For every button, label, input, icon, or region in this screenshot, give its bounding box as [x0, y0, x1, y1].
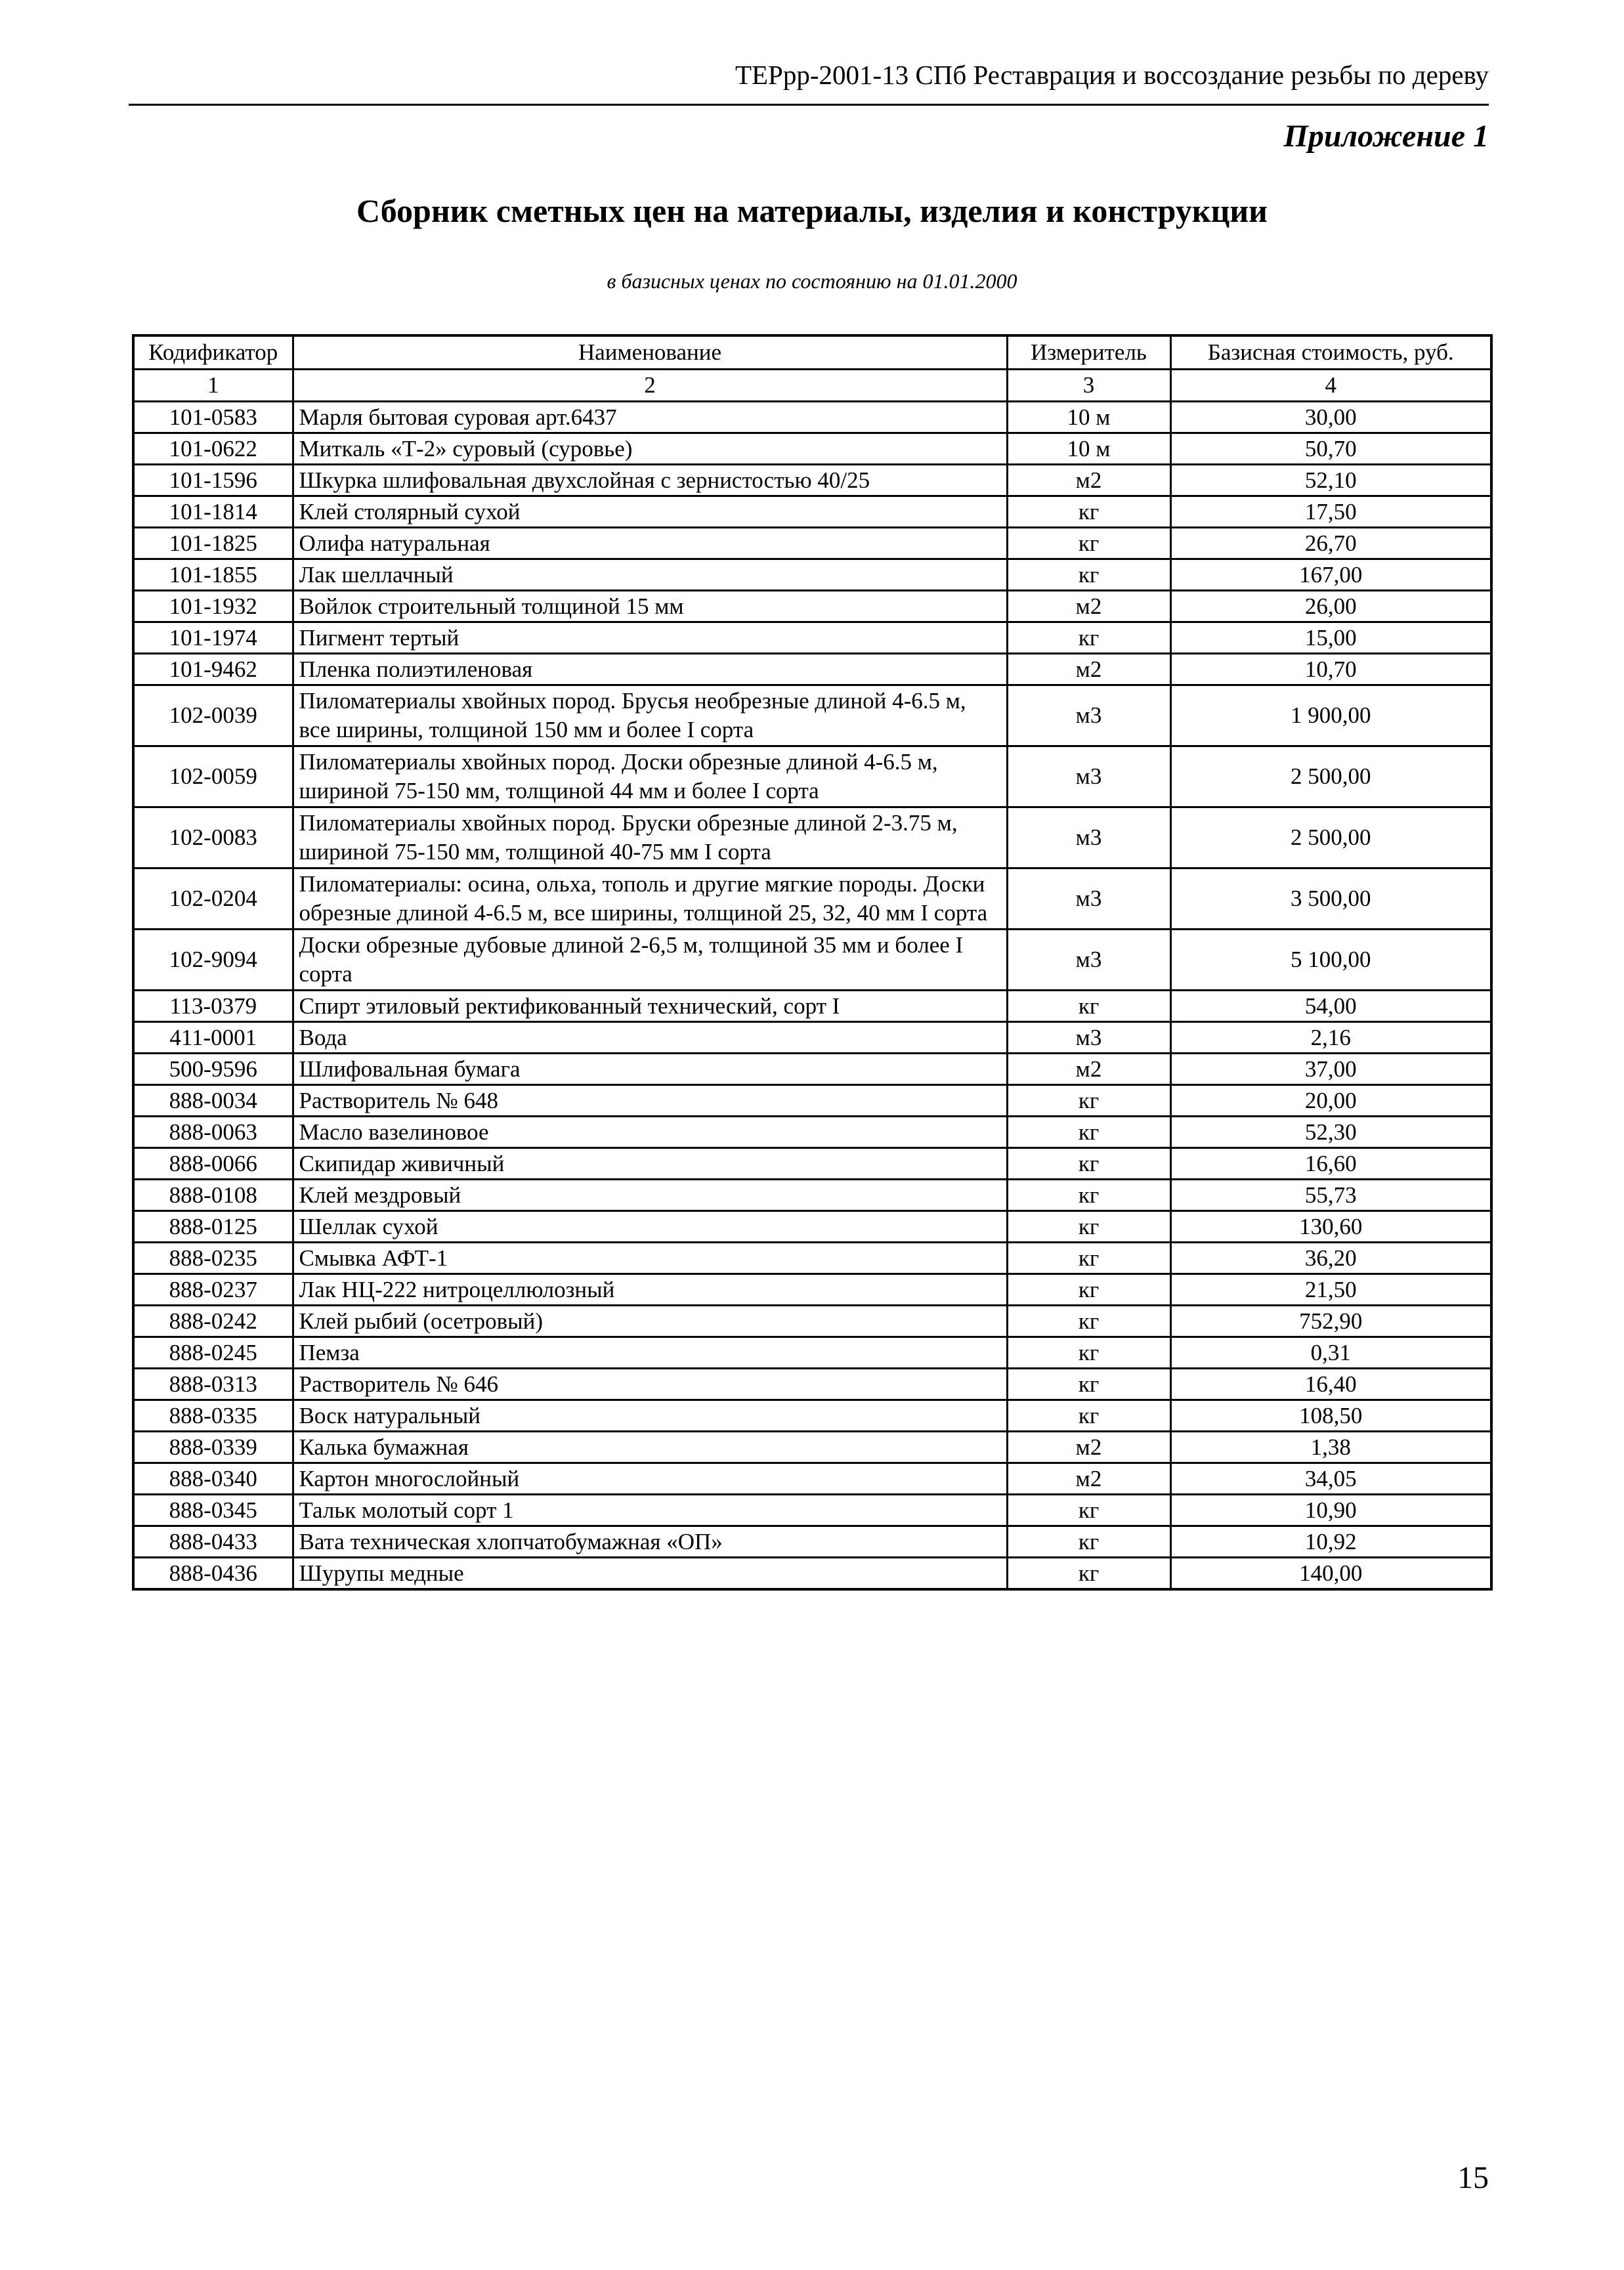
- cell-price: 36,20: [1170, 1243, 1491, 1274]
- cell-unit: м2: [1007, 465, 1170, 496]
- cell-price: 17,50: [1170, 496, 1491, 528]
- table-row: [133, 1495, 1491, 1526]
- cell-unit: кг: [1007, 1306, 1170, 1337]
- cell-price: 26,70: [1170, 528, 1491, 559]
- cell-unit: кг: [1007, 1400, 1170, 1432]
- cell-price: 10,70: [1170, 654, 1491, 685]
- table-row: [133, 1369, 1491, 1400]
- cell-price: 752,90: [1170, 1306, 1491, 1337]
- cell-unit: м3: [1007, 1022, 1170, 1054]
- cell-name: Шлифовальная бумага: [293, 1054, 1007, 1085]
- cell-name: Пемза: [293, 1337, 1007, 1369]
- cell-name: Клей столярный сухой: [293, 496, 1007, 528]
- table-row: [133, 685, 1491, 746]
- cell-price: 3 500,00: [1170, 868, 1491, 930]
- table-row: [133, 1274, 1491, 1306]
- table-row: [133, 1022, 1491, 1054]
- cell-code: 888-0237: [133, 1274, 293, 1306]
- cell-unit: кг: [1007, 1369, 1170, 1400]
- cell-price: 16,40: [1170, 1369, 1491, 1400]
- cell-name: Пигмент тертый: [293, 622, 1007, 654]
- cell-unit: кг: [1007, 528, 1170, 559]
- cell-price: 167,00: [1170, 559, 1491, 591]
- cell-name: Пиломатериалы хвойных пород. Бруски обрезные длиной 2-3.75 м, шириной 75-150 мм, толщиной 40-75 мм I сорта: [293, 807, 1007, 868]
- cell-price: 52,30: [1170, 1117, 1491, 1148]
- cell-code: 888-0339: [133, 1432, 293, 1463]
- cell-unit: кг: [1007, 1526, 1170, 1558]
- cell-price: 1 900,00: [1170, 685, 1491, 746]
- table-row: [133, 1463, 1491, 1495]
- table-row: [133, 559, 1491, 591]
- cell-name: Пиломатериалы хвойных пород. Доски обрезные длиной 4-6.5 м, шириной 75-150 мм, толщиной 44 мм и более I сорта: [293, 746, 1007, 807]
- column-number: 2: [293, 370, 1007, 402]
- cell-name: Вода: [293, 1022, 1007, 1054]
- cell-price: 34,05: [1170, 1463, 1491, 1495]
- table-row: [133, 1243, 1491, 1274]
- cell-unit: м3: [1007, 807, 1170, 868]
- column-header-code: Кодификатор: [133, 335, 293, 370]
- table-row: [133, 591, 1491, 622]
- table-row: [133, 1400, 1491, 1432]
- table-row: [133, 991, 1491, 1022]
- cell-price: 2,16: [1170, 1022, 1491, 1054]
- cell-unit: 10 м: [1007, 402, 1170, 433]
- cell-code: 102-0059: [133, 746, 293, 807]
- cell-code: 102-9094: [133, 930, 293, 991]
- cell-code: 102-0039: [133, 685, 293, 746]
- table-row: [133, 402, 1491, 433]
- cell-unit: м2: [1007, 1463, 1170, 1495]
- cell-code: 888-0345: [133, 1495, 293, 1526]
- cell-name: Масло вазелиновое: [293, 1117, 1007, 1148]
- column-number: 3: [1007, 370, 1170, 402]
- cell-unit: кг: [1007, 1495, 1170, 1526]
- cell-unit: кг: [1007, 1117, 1170, 1148]
- cell-name: Шеллак сухой: [293, 1211, 1007, 1243]
- cell-code: 888-0433: [133, 1526, 293, 1558]
- cell-code: 888-0245: [133, 1337, 293, 1369]
- cell-name: Воск натуральный: [293, 1400, 1007, 1432]
- cell-unit: кг: [1007, 496, 1170, 528]
- cell-code: 101-9462: [133, 654, 293, 685]
- cell-unit: 10 м: [1007, 433, 1170, 465]
- cell-unit: кг: [1007, 1558, 1170, 1590]
- table-row: [133, 465, 1491, 496]
- running-title: ТЕРрр-2001-13 СПб Реставрация и воссоздание резьбы по дереву: [735, 60, 1489, 90]
- cell-name: Растворитель № 648: [293, 1085, 1007, 1117]
- cell-unit: кг: [1007, 1148, 1170, 1180]
- cell-code: 101-0622: [133, 433, 293, 465]
- table-header-row: [133, 335, 1491, 370]
- table-row: [133, 528, 1491, 559]
- table-row: [133, 1432, 1491, 1463]
- cell-price: 108,50: [1170, 1400, 1491, 1432]
- cell-price: 140,00: [1170, 1558, 1491, 1590]
- cell-name: Лак шеллачный: [293, 559, 1007, 591]
- cell-unit: м3: [1007, 868, 1170, 930]
- cell-price: 50,70: [1170, 433, 1491, 465]
- cell-price: 10,92: [1170, 1526, 1491, 1558]
- cell-code: 888-0063: [133, 1117, 293, 1148]
- cell-code: 888-0066: [133, 1148, 293, 1180]
- cell-price: 2 500,00: [1170, 807, 1491, 868]
- table-row: [133, 1054, 1491, 1085]
- cell-price: 30,00: [1170, 402, 1491, 433]
- cell-name: Пиломатериалы хвойных пород. Брусья необрезные длиной 4-6.5 м, все ширины, толщиной 150 мм и более I сорта: [293, 685, 1007, 746]
- cell-name: Шкурка шлифовальная двухслойная с зернистостью 40/25: [293, 465, 1007, 496]
- cell-unit: м3: [1007, 685, 1170, 746]
- cell-price: 54,00: [1170, 991, 1491, 1022]
- cell-price: 55,73: [1170, 1180, 1491, 1211]
- cell-name: Доски обрезные дубовые длиной 2-6,5 м, толщиной 35 мм и более I сорта: [293, 930, 1007, 991]
- cell-code: 113-0379: [133, 991, 293, 1022]
- cell-unit: м2: [1007, 654, 1170, 685]
- cell-name: Войлок строительный толщиной 15 мм: [293, 591, 1007, 622]
- cell-code: 101-0583: [133, 402, 293, 433]
- cell-price: 20,00: [1170, 1085, 1491, 1117]
- table-row: [133, 622, 1491, 654]
- page-number: 15: [1457, 2160, 1489, 2195]
- cell-code: 888-0235: [133, 1243, 293, 1274]
- cell-name: Скипидар живичный: [293, 1148, 1007, 1180]
- cell-name: Вата техническая хлопчатобумажная «ОП»: [293, 1526, 1007, 1558]
- cell-name: Лак НЦ-222 нитроцеллюлозный: [293, 1274, 1007, 1306]
- cell-name: Калька бумажная: [293, 1432, 1007, 1463]
- table-row: [133, 654, 1491, 685]
- cell-unit: кг: [1007, 991, 1170, 1022]
- cell-price: 26,00: [1170, 591, 1491, 622]
- cell-name: Марля бытовая суровая арт.6437: [293, 402, 1007, 433]
- cell-code: 101-1855: [133, 559, 293, 591]
- cell-unit: м2: [1007, 1432, 1170, 1463]
- table-row: [133, 1526, 1491, 1558]
- column-header-unit: Измеритель: [1007, 335, 1170, 370]
- column-number: 4: [1170, 370, 1491, 402]
- column-header-price: Базисная стоимость, руб.: [1170, 335, 1491, 370]
- table-row: [133, 807, 1491, 868]
- cell-code: 101-1932: [133, 591, 293, 622]
- cell-unit: м3: [1007, 746, 1170, 807]
- cell-code: 102-0204: [133, 868, 293, 930]
- cell-price: 130,60: [1170, 1211, 1491, 1243]
- cell-unit: кг: [1007, 1085, 1170, 1117]
- cell-code: 888-0313: [133, 1369, 293, 1400]
- table-row: [133, 1117, 1491, 1148]
- page-title: Сборник сметных цен на материалы, изделия и конструкции: [356, 192, 1268, 229]
- cell-code: 888-0034: [133, 1085, 293, 1117]
- cell-name: Растворитель № 646: [293, 1369, 1007, 1400]
- cell-code: 101-1814: [133, 496, 293, 528]
- table-row: [133, 1558, 1491, 1590]
- price-table: [132, 334, 1493, 1591]
- cell-price: 0,31: [1170, 1337, 1491, 1369]
- cell-unit: кг: [1007, 559, 1170, 591]
- cell-price: 10,90: [1170, 1495, 1491, 1526]
- table-row: [133, 1085, 1491, 1117]
- cell-name: Клей мездровый: [293, 1180, 1007, 1211]
- cell-price: 2 500,00: [1170, 746, 1491, 807]
- table-row: [133, 1148, 1491, 1180]
- cell-code: 500-9596: [133, 1054, 293, 1085]
- cell-name: Картон многослойный: [293, 1463, 1007, 1495]
- cell-code: 888-0436: [133, 1558, 293, 1590]
- cell-price: 5 100,00: [1170, 930, 1491, 991]
- table-row: [133, 1211, 1491, 1243]
- table-row: [133, 930, 1491, 991]
- cell-name: Спирт этиловый ректификованный технический, сорт I: [293, 991, 1007, 1022]
- cell-unit: кг: [1007, 1337, 1170, 1369]
- cell-code: 888-0125: [133, 1211, 293, 1243]
- cell-code: 101-1825: [133, 528, 293, 559]
- table-row: [133, 1337, 1491, 1369]
- cell-code: 102-0083: [133, 807, 293, 868]
- cell-unit: кг: [1007, 1243, 1170, 1274]
- cell-name: Смывка АФТ-1: [293, 1243, 1007, 1274]
- cell-unit: м3: [1007, 930, 1170, 991]
- cell-unit: м2: [1007, 1054, 1170, 1085]
- cell-code: 101-1974: [133, 622, 293, 654]
- cell-name: Клей рыбий (осетровый): [293, 1306, 1007, 1337]
- cell-name: Олифа натуральная: [293, 528, 1007, 559]
- table-row: [133, 1180, 1491, 1211]
- cell-code: 888-0340: [133, 1463, 293, 1495]
- cell-name: Тальк молотый сорт 1: [293, 1495, 1007, 1526]
- cell-price: 16,60: [1170, 1148, 1491, 1180]
- table-row: [133, 496, 1491, 528]
- cell-name: Пленка полиэтиленовая: [293, 654, 1007, 685]
- column-number-row: [133, 370, 1491, 402]
- table-row: [133, 433, 1491, 465]
- column-number: 1: [133, 370, 293, 402]
- cell-price: 21,50: [1170, 1274, 1491, 1306]
- page-subtitle: в базисных ценах по состоянию на 01.01.2000: [607, 269, 1017, 293]
- column-header-name: Наименование: [293, 335, 1007, 370]
- cell-unit: кг: [1007, 1274, 1170, 1306]
- cell-price: 1,38: [1170, 1432, 1491, 1463]
- running-header: [129, 46, 1489, 106]
- cell-code: 888-0242: [133, 1306, 293, 1337]
- cell-price: 52,10: [1170, 465, 1491, 496]
- cell-unit: кг: [1007, 622, 1170, 654]
- cell-price: 37,00: [1170, 1054, 1491, 1085]
- cell-code: 888-0335: [133, 1400, 293, 1432]
- table-row: [133, 868, 1491, 930]
- cell-unit: кг: [1007, 1180, 1170, 1211]
- cell-code: 101-1596: [133, 465, 293, 496]
- cell-name: Шурупы медные: [293, 1558, 1007, 1590]
- cell-name: Пиломатериалы: осина, ольха, тополь и другие мягкие породы. Доски обрезные длиной 4-6.5 м, все ширины, толщиной 25, 32, 40 мм I сорта: [293, 868, 1007, 930]
- table-row: [133, 746, 1491, 807]
- cell-code: 888-0108: [133, 1180, 293, 1211]
- cell-unit: кг: [1007, 1211, 1170, 1243]
- table-row: [133, 1306, 1491, 1337]
- cell-price: 15,00: [1170, 622, 1491, 654]
- cell-code: 411-0001: [133, 1022, 293, 1054]
- appendix-label: Приложение 1: [1283, 119, 1489, 154]
- cell-name: Миткаль «Т-2» суровый (суровье): [293, 433, 1007, 465]
- cell-unit: м2: [1007, 591, 1170, 622]
